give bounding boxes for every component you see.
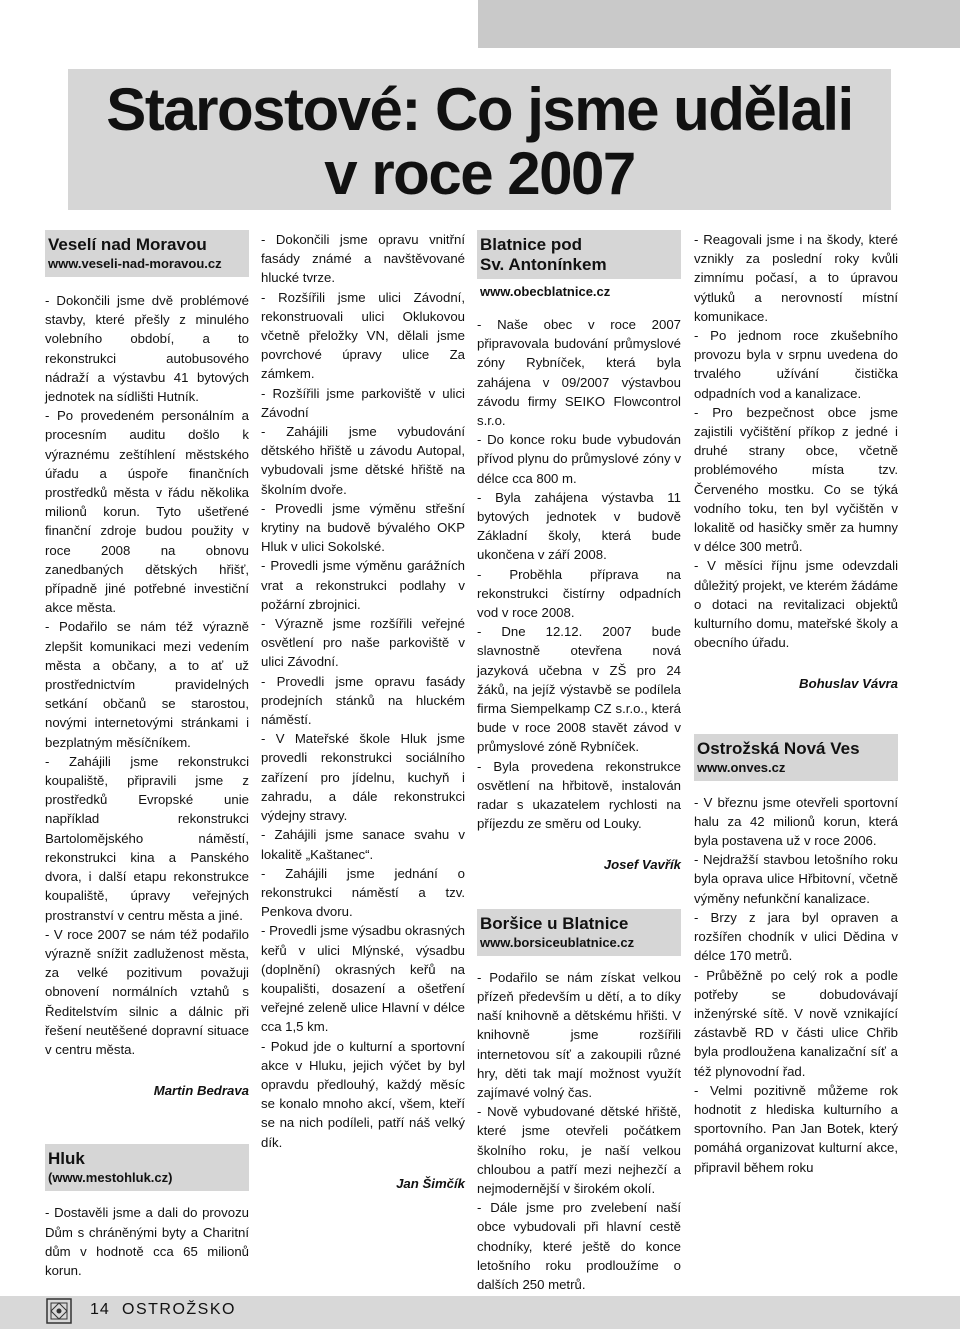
paragraph: - Podařilo se nám též výrazně zlepšit komunikaci mezi vedením města a občany, a to ať už prostřednictvím pravidelných setkání občanů se starostou, novými internetovými stránkami i bezplatným měsíčníkem. [45, 619, 249, 750]
paragraph: - Provedli jsme výsadbu okrasných keřů v ulici Mlýnské, výsadbu (doplnění) okrasných keřů na koupališti, dosazení a ošetření veřejné zeleně ulice Hlavní v délce cca 1,5 km. [261, 923, 465, 1035]
section-title: Ostrožská Nová Ves [697, 738, 860, 758]
section-url: www.onves.cz [697, 759, 786, 775]
paragraph: - Rozšířili jsme parkoviště v ulici Závodní [261, 385, 465, 420]
header-bar [478, 0, 960, 48]
paragraph: - Naše obec v roce 2007 připravovala budování průmyslové zóny Rybníček, která byla zahájena v 09/2007 výstavbou závodu firmy SEIKO Flowcontrol s.r.o. [477, 317, 681, 429]
section-title: Veselí nad Moravou [48, 235, 207, 254]
paragraph: - Nově vybudované dětské hřiště, které jsme otevřeli počátkem školního roku, je naší velkou chloubou a patří mezi nejhezčí a nejmodernější v širokém okolí. [477, 1104, 681, 1196]
signature: Josef Vavřík [603, 857, 681, 873]
paragraph: - V březnu jsme otevřeli sportovní halu za 42 milionů korun, která byla postavena už v roce 2006. [694, 794, 898, 849]
paragraph: - Do konce roku bude vybudován přívod plynu do průmyslové zóny v délce cca 800 m. [477, 432, 681, 486]
paragraph: - Po provedeném personálním a procesním auditu došlo k výraznému zeštíhlení městského úřadu a úspoře finančních prostředků města v řádu několika milionů korun. Tyto ušetřené finanční zdroje budou použity v roce 2008 na obnovu zanedbaných dětských hřišť, případně jiné potřebné investiční akce města. [45, 408, 249, 616]
paragraph: - Rozšířili jsme ulici Závodní, rekonstruovali ulici Oklukovou včetně přeložky VN, dělali jsme povrchové úpravy ulice Za zámkem. [261, 289, 465, 382]
paragraph: - Dostavěli jsme a dali do provozu Dům s chráněnými byty a Charitní dům v hodnotě cca 65 milionů korun. [45, 1205, 249, 1278]
paragraph: - Pokud jde o kulturní a sportovní akce v Hluku, jejich výčet by byl opravdu předlouhý, každý měsíc se konalo mnoho akcí, všem, kteří se na nich podíleli, patří náš velký dík. [261, 1038, 465, 1150]
paragraph: - Reagovali jsme i na škody, které vznikly za poslední roky kvůli zimnímu počasí, a to úpravou výtluků a nerovností místní komunikace. [694, 232, 898, 324]
paragraph: - Zahájili jsme jednání o rekonstrukci náměstí a tzv. Penkova dvoru. [261, 865, 465, 920]
paragraph: - Dne 12.12. 2007 bude slavnostně otevřena nová jazyková učebna v ZŠ pro 24 žáků, na jejíž výstavbě se podílela firma Siempelkamp CZ s.r.o., která bude v roce 2008 stavět závod v průmyslové zóně Rybníček. [477, 624, 681, 755]
section-url: www.veseli-nad-moravou.cz [48, 256, 222, 271]
paragraph: - Dokončili jsme dvě problémové stavby, které přešly z minulého volebního období, a to rekonstrukci autobusového nádraží a výstavbu 41 bytových jednotek na sídlišti Hutník. [45, 293, 249, 405]
paragraph: - Po jednom roce zkušebního provozu byla v srpnu uvedena do trvalého užívání čistička odpadních vod a kanalizace. [694, 328, 898, 401]
signature: Jan Šimčík [396, 1175, 465, 1191]
section-title: Hluk [48, 1149, 85, 1169]
section-header-borsice [477, 909, 681, 956]
paragraph: - Zahájili jsme sanace svahu v lokalitě „Kaštanec“. [261, 827, 465, 862]
paragraph: - Nejdražší stavbou letošního roku byla oprava ulice Hřbitovní, včetně výměny nefunkční kanalizace. [694, 852, 898, 906]
paragraph: - Brzy z jara byl opraven a rozšířen chodník v ulici Dědina v délce 170 metrů. [694, 909, 898, 964]
page-title [68, 78, 891, 206]
section-title-line-2: Sv. Antonínkem [480, 255, 607, 274]
section-title: Boršice u Blatnice [480, 913, 629, 933]
paragraph: - Průběžně po celý rok a podle potřeby se dobudovávají inženýrské sítě. V nově vznikající zástavbě RD v části ulice Chřib byla prodloužena kanalizační síť a též plynovodní řad. [694, 967, 898, 1079]
paragraph: - Dokončili jsme opravu vnitřní fasády známé a navštěvované hlucké tvrze. [261, 232, 465, 286]
signature: Martin Bedrava [153, 1083, 249, 1099]
paragraph: - Provedli jsme výměnu střešní krytiny na budově bývalého OKP Hluk v ulici Sokolské. [261, 500, 465, 555]
paragraph: - Zahájili jsme rekonstrukci koupaliště, připravili jsme z prostředků Evropské unie například rekonstrukci Bartolomějského náměstí, rekonstrukci kina a Panského dvora, i další etapu rekonstrukce koupaliště, úpravy veřejných prostranství v centru města a jiné. [45, 753, 249, 923]
paragraph: - Výrazně jsme rozšířili veřejné osvětlení pro naše parkoviště v ulici Závodní. [261, 616, 465, 670]
signature: Bohuslav Vávra [799, 676, 898, 692]
paragraph: - V Mateřské škole Hluk jsme provedli rekonstrukci sociálního zařízení pro jídelnu, kuchyň i zahradu, a dále rekonstrukci výdejny stravy. [261, 731, 465, 824]
paragraph: - Proběhla příprava na rekonstrukci čistírny odpadních vod v roce 2008. [477, 566, 681, 621]
paragraph: - V roce 2007 se nám též podařilo výrazně snížit zadluženost města, za velké pozitivum považuji obnovení normálních vztahů s Ředitelstvím silnic a dálnic při řešení neutěšené dopravní situace v centru města. [45, 926, 249, 1057]
title-line-1: Starostové: Co jsme udělali [106, 76, 853, 143]
section-url: www.obecblatnice.cz [480, 284, 611, 299]
column-1 [45, 230, 249, 1280]
section-header-blatnice [477, 230, 681, 279]
section-header-onves [694, 734, 898, 781]
paragraph: - Dále jsme pro zvelebení naší obce vybudovali při hlavní cestě chodníky, které ještě do konce letošního roku prodloužíme o dalších 250 metrů. [477, 1200, 681, 1292]
paragraph: - Podařilo se nám získat velkou přízeň především u dětí, a to díky naší knihovně a dětskému hřišti. V knihovně jsme rozšířili internetovou síť a zakoupili různé hry, děti tak mají možnost využít zajímavé volný čas. [477, 969, 681, 1100]
paragraph: - Provedli jsme opravu fasády prodejních stánků na hluckém náměstí. [261, 673, 465, 728]
section-title-line-1: Blatnice pod [480, 235, 583, 254]
paragraph: - Pro bezpečnost obce jsme zajistili vyčištění příkop z jedné i druhé strany obce, včetně problémového místa tzv. Červeného mostku. Co se týká vodního toku, ten byl vyčištěn v lokalitě od hasičky směr za humny v délce 300 metrů. [694, 404, 898, 555]
paragraph: - Provedli jsme výměnu garážních vrat a rekonstrukci podlahy v požární zbrojnici. [261, 558, 465, 612]
section-header-hluk [45, 1144, 249, 1191]
paragraph: - Zahájili jsme vybudování dětského hřiště u závodu Autopal, vybudovali jsme dětské hřiště na školním dvoře. [261, 424, 465, 497]
section-url: www.borsiceublatnice.cz [480, 934, 635, 950]
paragraph: - Byla provedena rekonstrukce osvětlení na hřbitově, instalován radar s ukazatelem rychlosti na příjezdu ze směru od Louky. [477, 758, 681, 832]
section-header-veseli [45, 230, 249, 277]
paragraph: - Velmi pozitivně můžeme rok hodnotit z hlediska kulturního a sportovního. Pan Jan Botek, který pomáhá organizovat kulturní akce, připravil během roku [694, 1082, 898, 1175]
page-number: 14 [90, 1301, 110, 1318]
column-3 [477, 230, 681, 1294]
magazine-name: OSTROŽSKO [122, 1301, 236, 1318]
column-2 [261, 230, 465, 1193]
paragraph: - Byla zahájena výstavba 11 bytových jednotek v budově Základní školy, která bude ukončena v září 2008. [477, 489, 681, 563]
paragraph: - V měsíci říjnu jsme odevzdali důležitý projekt, ve kterém žádáme o dotaci na revitalizaci objektů kulturního domu, mateřské školy a obecního úřadu. [694, 558, 898, 651]
ornament-icon [46, 1298, 72, 1324]
title-line-2: v roce 2007 [324, 140, 635, 207]
section-url: (www.mestohluk.cz) [48, 1170, 173, 1186]
column-4 [694, 230, 898, 1177]
